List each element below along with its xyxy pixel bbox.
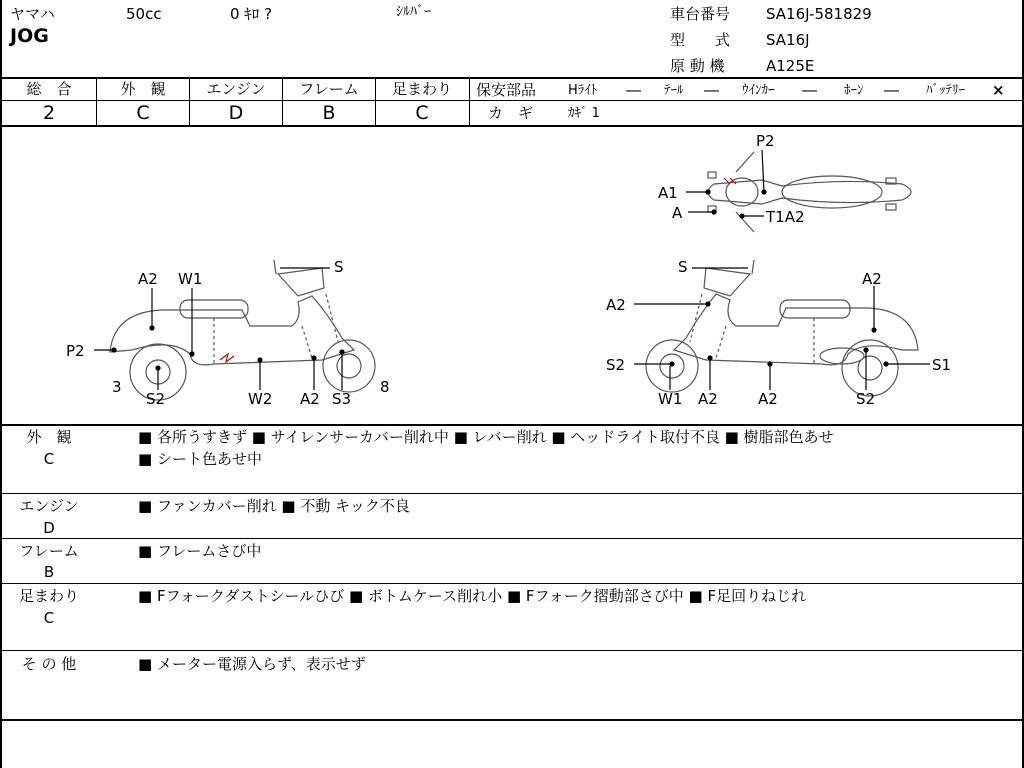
mark-w1-right: W1 <box>658 390 683 408</box>
safety-winker: ｳｲﾝｶｰ <box>742 83 775 98</box>
divider <box>2 125 1024 127</box>
mark-s2b-right: S2 <box>856 390 876 408</box>
safety-battery-value: × <box>992 81 1005 99</box>
note-frame-line1: ■ フレームさび中 <box>138 542 262 560</box>
engine-label: 原 動 機 <box>670 57 725 75</box>
mark-a2-left: A2 <box>138 270 158 288</box>
mark-a2a-right: A2 <box>698 390 718 408</box>
mark-p2-top: P2 <box>756 132 775 150</box>
score-label-suspension: 足まわり <box>391 80 452 98</box>
frame-no: SA16J-581829 <box>766 5 872 23</box>
divider <box>2 583 1024 584</box>
mileage: 0 ｷﾛ ? <box>230 5 273 23</box>
displacement: 50cc <box>126 5 162 23</box>
maker: ヤマハ <box>10 5 55 23</box>
score-frame: B <box>322 102 336 124</box>
mark-s-right: S <box>678 258 688 276</box>
note-label-other: そ の 他 <box>21 655 77 673</box>
leader-lines <box>94 150 930 390</box>
note-label-frame: フレーム <box>19 542 79 560</box>
mark-3-left: 3 <box>112 378 122 396</box>
note-label-exterior: 外 観 <box>26 428 72 446</box>
score-engine: D <box>228 102 244 124</box>
mark-w2-left: W2 <box>248 390 273 408</box>
safety-headlight-value: ― <box>626 81 641 99</box>
note-engine-line1: ■ ファンカバー削れ ■ 不動 キック不良 <box>138 497 410 515</box>
safety-battery: ﾊﾞｯﾃﾘｰ <box>926 83 965 98</box>
safety-tail-value: ― <box>704 81 719 99</box>
note-grade-exterior: C <box>43 450 55 468</box>
safety-horn: ﾎｰﾝ <box>844 83 864 98</box>
mark-s2-left: S2 <box>146 390 166 408</box>
key-label: カ ギ <box>488 104 534 122</box>
key-value: ｶｷﾞ 1 <box>568 106 600 121</box>
score-suspension: C <box>415 102 429 124</box>
score-label-exterior: 外 観 <box>120 80 166 98</box>
note-exterior-line2: ■ シート色あせ中 <box>138 450 262 468</box>
damage-diagram <box>2 128 1024 424</box>
type-value: SA16J <box>766 31 810 49</box>
note-exterior-line1: ■ 各所うすきず ■ サイレンサーカバー削れ中 ■ レバー削れ ■ ヘッドライト取付不良 ■ 樹脂部色あせ <box>138 428 834 446</box>
divider <box>2 719 1024 721</box>
score-label-overall: 総 合 <box>26 80 72 98</box>
color: ｼﾙﾊﾞｰ <box>396 4 431 20</box>
type-label: 型 式 <box>670 31 731 49</box>
mark-s2-right: S2 <box>606 356 626 374</box>
mark-a-top: A <box>672 204 683 222</box>
safety-horn-value: ― <box>884 81 899 99</box>
divider <box>2 493 1024 494</box>
note-grade-frame: B <box>43 563 55 581</box>
score-exterior: C <box>136 102 150 124</box>
safety-winker-value: ― <box>802 81 817 99</box>
divider <box>2 538 1024 539</box>
score-label-engine: エンジン <box>206 80 266 98</box>
model-name: JOG <box>10 25 49 47</box>
note-label-engine: エンジン <box>19 497 79 515</box>
mark-a2-left-right: A2 <box>606 296 626 314</box>
frame-no-label: 車台番号 <box>670 5 731 23</box>
safety-headlight: Hﾗｲﾄ <box>568 83 598 98</box>
note-grade-suspension: C <box>43 609 55 627</box>
note-other-line1: ■ メーター電源入らず、表示せず <box>138 655 366 673</box>
mark-s-left: S <box>334 258 344 276</box>
note-suspension-line1: ■ Fフォークダストシールひび ■ ボトムケース削れ小 ■ Fフォーク摺動部さび中 ■ F足回りねじれ <box>138 587 807 605</box>
score-label-frame: フレーム <box>299 80 359 98</box>
score-overall: 2 <box>42 102 56 124</box>
note-label-suspension: 足まわり <box>18 587 79 605</box>
mark-a2-top-right: A2 <box>862 270 882 288</box>
mark-a2b-right: A2 <box>758 390 778 408</box>
mark-p2-left: P2 <box>66 342 85 360</box>
safety-tail: ﾃｰﾙ <box>664 83 684 98</box>
mark-a1-top: A1 <box>658 184 678 202</box>
engine-value: A125E <box>766 57 815 75</box>
mark-s3-left: S3 <box>332 390 352 408</box>
mark-s1-right: S1 <box>932 356 952 374</box>
mark-t1a2-top: T1A2 <box>766 208 805 226</box>
safety-label: 保安部品 <box>476 81 537 99</box>
divider <box>469 78 470 125</box>
mark-w1-left: W1 <box>178 270 203 288</box>
scooter-top-view <box>708 152 911 232</box>
divider <box>2 650 1024 651</box>
mark-a2b-left: A2 <box>300 390 320 408</box>
note-grade-engine: D <box>43 519 55 537</box>
mark-8-left: 8 <box>380 378 390 396</box>
